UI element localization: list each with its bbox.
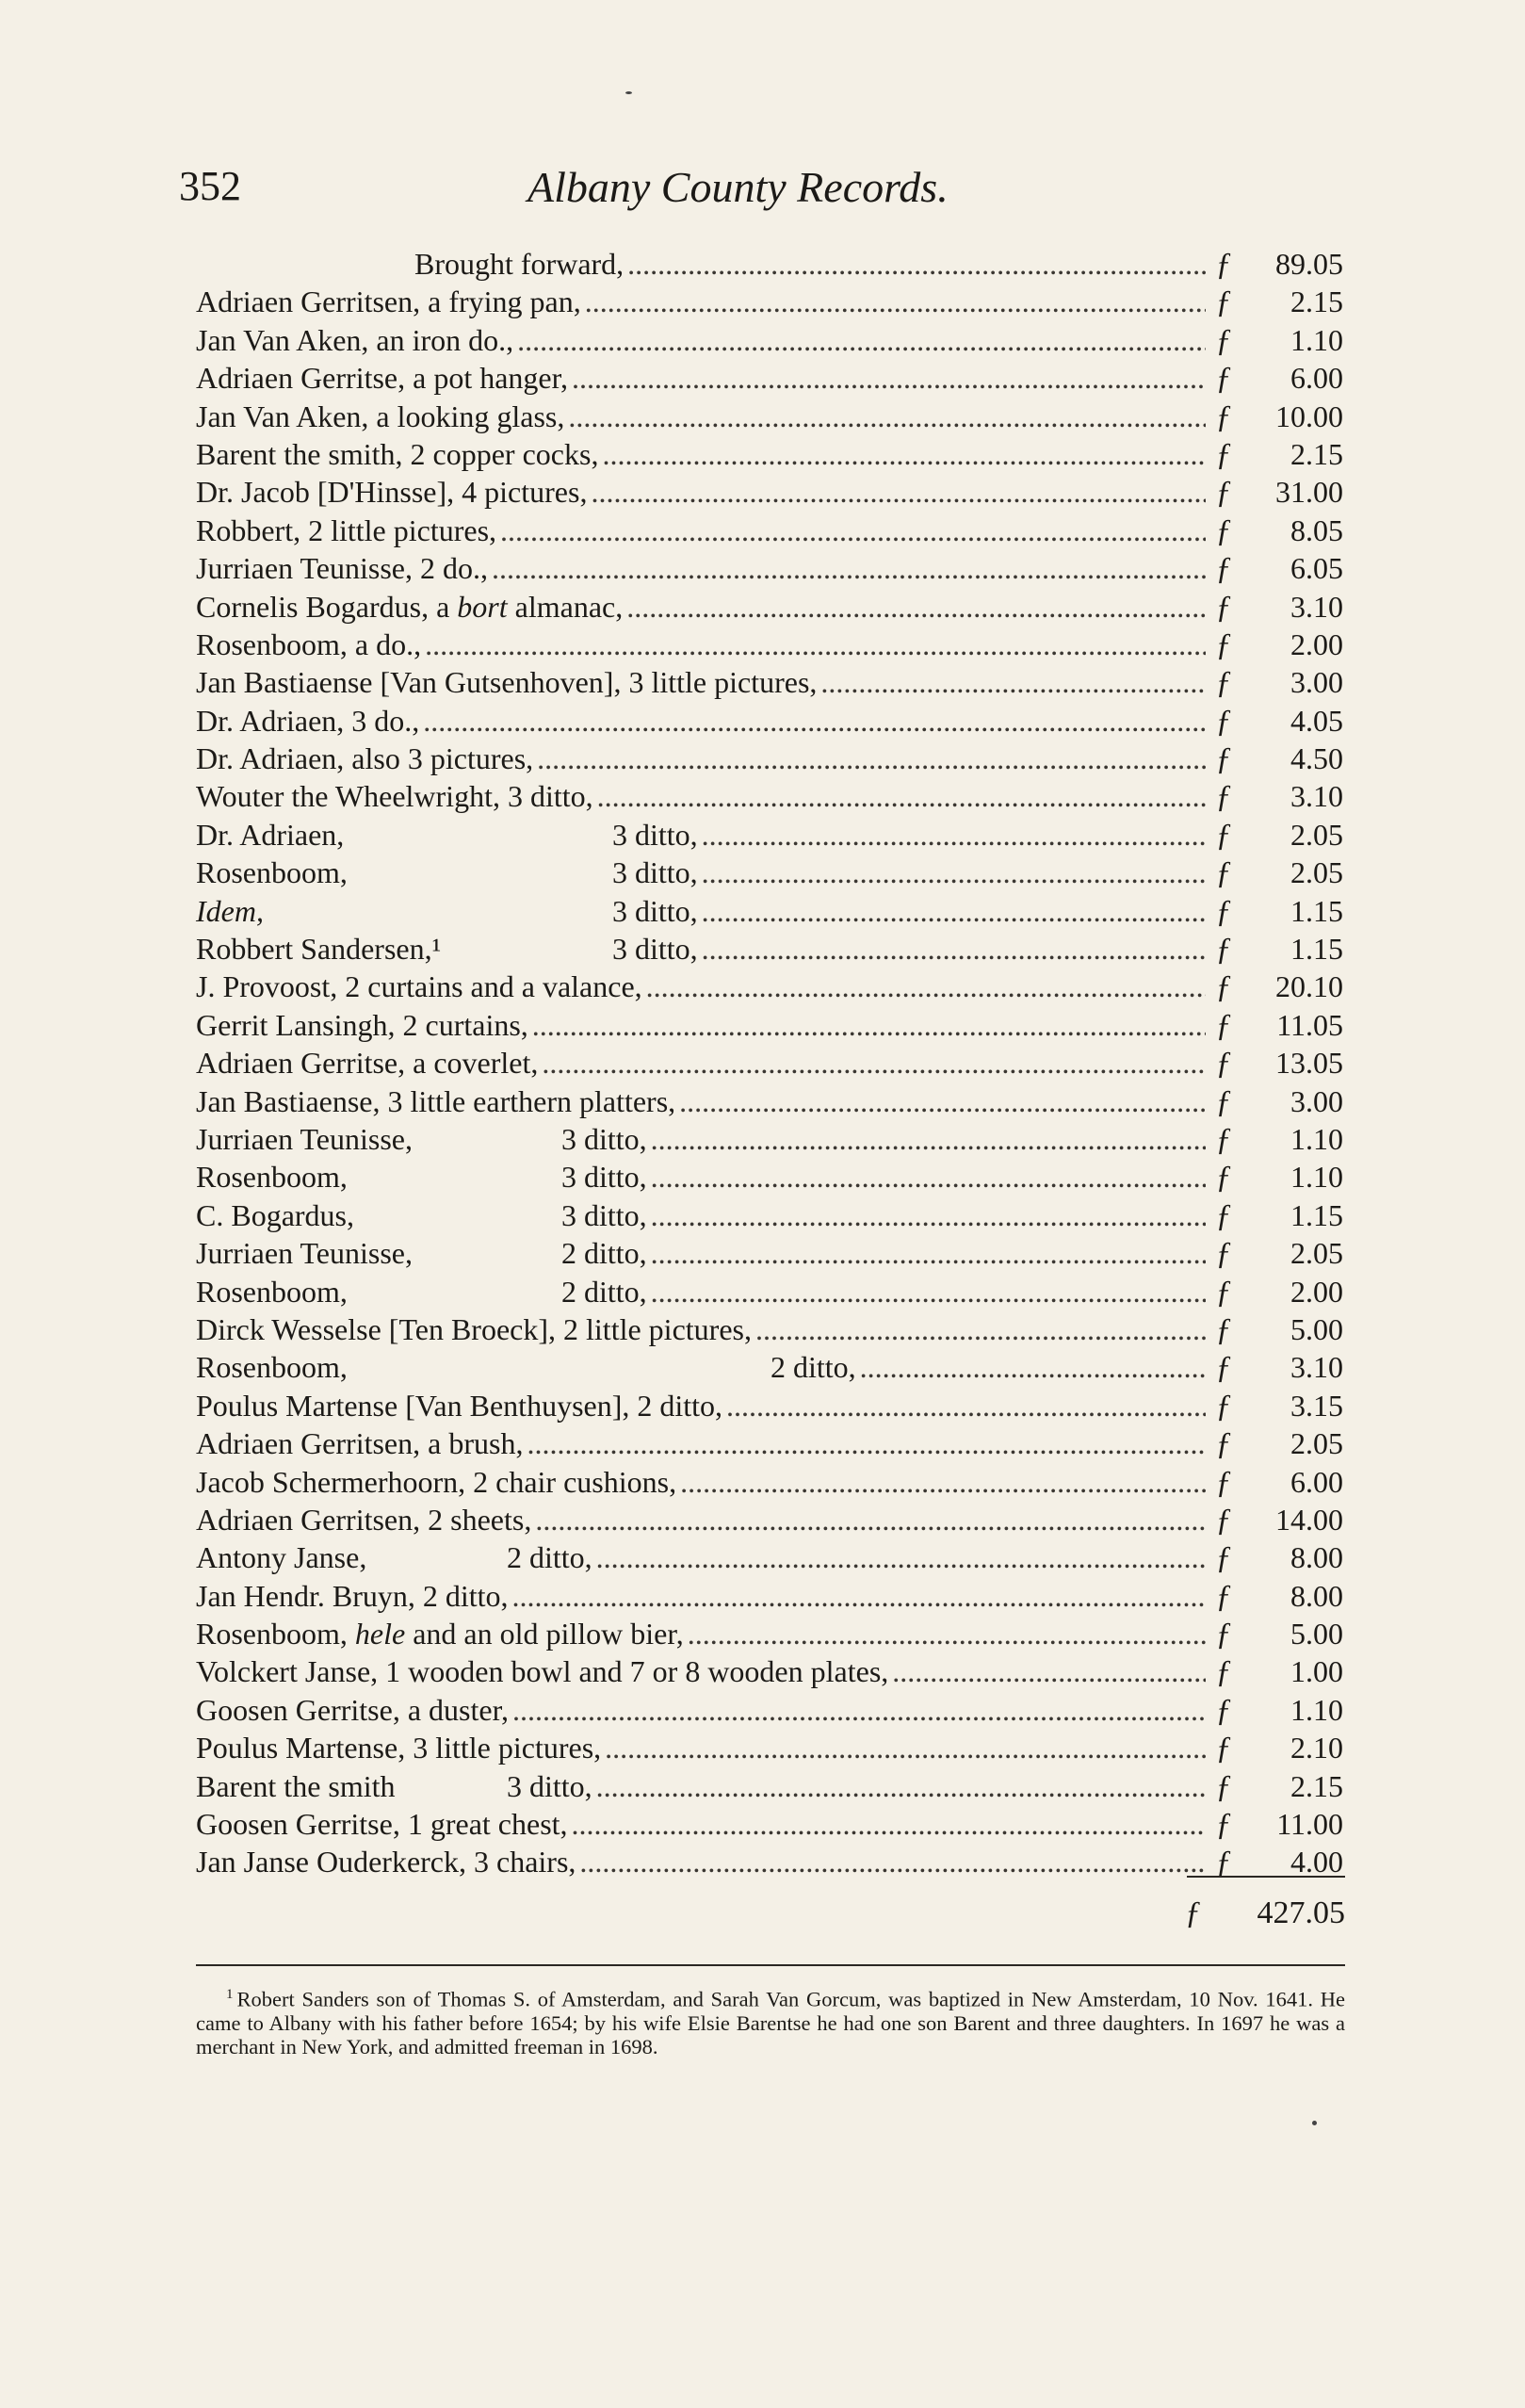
entry-row [196,323,1343,361]
entry-description [196,1122,647,1157]
entry-row [196,285,1343,322]
currency-symbol: ƒ [1215,1540,1232,1576]
entry-row [196,1160,1343,1197]
dot-leader [651,1198,1206,1233]
dot-leader [679,1084,1206,1119]
entry-description [196,1198,647,1233]
entry-amount: 2.00 [1290,1274,1343,1309]
currency-symbol: ƒ [1215,322,1232,358]
footnote-text: Robert Sanders son of Thomas S. of Amsterdam, and Sarah Van Gorcum, was baptized in New Amsterdam, 10 Nov. 1641. He came to Albany with his father before 1654; by his wife Elsie Barentse he had one son Barent and three daughters. In 1697 he was a merchant in New York, and admitted freeman in 1698. [196,1987,1345,2058]
entry-row [196,1008,1343,1046]
entry-row [196,665,1343,703]
entry-label: Jan Janse Ouderkerck, 3 chairs, [196,1845,576,1879]
dot-leader [585,285,1206,319]
entry-row [196,361,1343,399]
entry-label: Adriaen Gerritsen, a brush, [196,1426,524,1461]
entry-label: Rosenboom, a do., [196,626,422,661]
entry-amount: 2.05 [1290,1236,1343,1271]
dot-leader [425,627,1206,662]
currency-symbol: ƒ [1215,1768,1232,1804]
dot-leader [517,323,1206,358]
currency-symbol: ƒ [1215,1464,1232,1500]
entry-row [196,1236,1343,1274]
entry-amount: 1.10 [1290,1692,1343,1727]
entry-row [196,627,1343,665]
entry-row [196,1389,1343,1426]
entry-label: Volckert Janse, 1 wooden bowl and 7 or 8 wooden plates, [196,1654,889,1689]
entry-label: Jurriaen Teunisse, [196,1121,413,1156]
dot-leader [423,704,1206,739]
paper-speck [625,91,632,94]
dot-leader [527,1426,1206,1461]
entry-row [196,855,1343,893]
currency-symbol: ƒ [1215,1502,1232,1538]
dot-leader [688,1617,1206,1651]
entry-label: Adriaen Gerritsen, a frying pan, [196,285,581,319]
entry-row [196,590,1343,627]
currency-symbol: ƒ [1215,626,1232,662]
entry-row [196,1617,1343,1654]
entry-label: Jan Van Aken, an iron do., [196,322,514,357]
entry-label: Poulus Martense [Van Benthuysen], 2 ditto, [196,1388,723,1423]
currency-symbol: ƒ [1215,817,1232,853]
entry-label: Gerrit Lansingh, 2 curtains, [196,1007,528,1042]
entry-label: Adriaen Gerritse, a coverlet, [196,1046,539,1081]
entry-quantity: 2 ditto, [561,1236,647,1271]
entry-description [196,1312,752,1347]
footnote-rule [196,1964,1345,1966]
entry-label: Goosen Gerritse, a duster, [196,1692,509,1727]
currency-symbol: ƒ [1215,932,1232,968]
entry-label: Antony Janse, [196,1540,367,1575]
entry-row [196,1503,1343,1540]
entry-description [196,1084,675,1119]
entry-label: J. Provoost, 2 curtains and a valance, [196,969,642,1004]
entry-description [196,1540,592,1575]
dot-leader [535,1503,1206,1538]
entry-description [196,1426,523,1461]
currency-symbol: ƒ [1215,1350,1232,1386]
entry-label: Dr. Jacob [D'Hinsse], 4 pictures, [196,475,588,510]
entry-amount: 11.05 [1276,1007,1343,1042]
entry-amount: 2.05 [1290,855,1343,890]
currency-symbol: ƒ [1215,703,1232,739]
entry-label: Robbert, 2 little pictures, [196,513,497,547]
dot-leader [680,1465,1206,1500]
entry-amount: 1.15 [1290,893,1343,928]
entry-label: Robbert Sandersen,¹ [196,932,442,967]
entry-label: Adriaen Gerritsen, 2 sheets, [196,1502,532,1537]
entry-amount: 2.10 [1290,1731,1343,1765]
currency-symbol: ƒ [1215,361,1232,397]
entry-quantity: 2 ditto, [507,1540,592,1575]
inventory-list [196,247,1343,1883]
currency-symbol: ƒ [1215,1311,1232,1347]
entry-amount: 3.10 [1290,1350,1343,1385]
dot-leader [702,818,1206,853]
entry-row [196,437,1343,475]
dot-leader [626,590,1206,625]
entry-amount: 8.00 [1290,1540,1343,1575]
entry-amount: 1.00 [1290,1654,1343,1689]
entry-label: Rosenboom, [196,1274,348,1309]
entry-amount: 3.00 [1290,665,1343,700]
currency-symbol: ƒ [1185,1895,1201,1930]
entry-label: Cornelis Bogardus, a bort almanac, [196,589,624,624]
entry-label: Jurriaen Teunisse, [196,1236,413,1271]
dot-leader [512,1579,1206,1614]
entry-description [196,779,593,814]
entry-amount: 13.05 [1275,1046,1343,1081]
running-title: Albany County Records. [527,163,949,211]
entry-description [196,894,698,929]
dot-leader [646,969,1206,1004]
dot-leader [755,1312,1206,1347]
entry-amount: 8.00 [1290,1578,1343,1613]
entry-description [196,1579,509,1614]
dot-leader [820,665,1206,700]
entry-amount: 5.00 [1290,1617,1343,1651]
entry-label: Poulus Martense, 3 little pictures, [196,1731,602,1765]
entry-label: Barent the smith [196,1768,396,1803]
dot-leader [627,247,1206,282]
currency-symbol: ƒ [1215,1121,1232,1157]
currency-symbol: ƒ [1215,1426,1232,1462]
total-row [1185,1895,1345,1931]
entry-quantity: 3 ditto, [561,1197,647,1232]
entry-row [196,818,1343,855]
entry-amount: 89.05 [1275,247,1343,281]
entry-description [196,513,496,548]
currency-symbol: ƒ [1215,1807,1232,1843]
currency-symbol: ƒ [1215,1046,1232,1082]
entry-description [196,475,587,510]
dot-leader [605,1731,1206,1765]
entry-description [196,1617,684,1651]
entry-description [196,1731,601,1765]
entry-row [196,894,1343,932]
entry-label: Jan Bastiaense [Van Gutsenhoven], 3 little pictures, [196,665,818,700]
entry-label: Adriaen Gerritse, a pot hanger, [196,361,568,396]
entry-row [196,399,1343,437]
entry-label: Rosenboom, hele and an old pillow bier, [196,1617,684,1651]
entry-amount: 31.00 [1275,475,1343,510]
entry-description [196,1503,531,1538]
entry-amount: 1.15 [1290,932,1343,967]
entry-amount: 2.15 [1290,285,1343,319]
entry-row [196,1312,1343,1350]
entry-description [196,1769,592,1804]
entry-amount: 14.00 [1275,1502,1343,1537]
entry-amount: 1.15 [1290,1197,1343,1232]
entry-quantity: 3 ditto, [507,1768,592,1803]
entry-amount: 3.00 [1290,1083,1343,1118]
entry-description [196,437,598,472]
currency-symbol: ƒ [1215,1845,1232,1880]
currency-symbol: ƒ [1215,285,1232,320]
entry-description [196,1693,509,1728]
entry-row [196,1350,1343,1388]
entry-amount: 11.00 [1276,1807,1343,1842]
entry-label: Dr. Adriaen, 3 do., [196,703,420,738]
entry-amount: 1.10 [1290,322,1343,357]
dot-leader [596,1540,1206,1575]
entry-description [196,1807,568,1842]
entry-amount: 8.05 [1290,513,1343,547]
dot-leader [568,399,1206,434]
entry-description [196,1275,647,1310]
entry-description [196,627,421,662]
entry-description [196,247,624,282]
entry-amount: 10.00 [1275,399,1343,433]
entry-amount: 1.10 [1290,1160,1343,1195]
dot-leader [602,437,1206,472]
entry-amount: 6.00 [1290,361,1343,396]
entry-label: Jan Hendr. Bruyn, 2 ditto, [196,1578,509,1613]
entry-row [196,1769,1343,1807]
entry-amount: 3.15 [1290,1388,1343,1423]
entry-quantity: 3 ditto, [612,817,698,852]
entry-amount: 2.05 [1290,1426,1343,1461]
entry-label: Barent the smith, 2 copper cocks, [196,436,599,471]
entry-description [196,1845,576,1879]
currency-symbol: ƒ [1215,1692,1232,1728]
dot-leader [572,361,1206,396]
entry-quantity: 3 ditto, [612,855,698,890]
entry-row [196,1731,1343,1768]
dot-leader [542,1046,1206,1081]
entry-row [196,1046,1343,1083]
currency-symbol: ƒ [1215,969,1232,1005]
entry-quantity: 3 ditto, [612,893,698,928]
total-amount: 427.05 [1257,1895,1345,1930]
entry-amount: 20.10 [1275,969,1343,1004]
dot-leader [651,1275,1206,1310]
currency-symbol: ƒ [1215,1274,1232,1310]
dot-leader [537,741,1206,776]
entry-amount: 3.10 [1290,779,1343,814]
currency-symbol: ƒ [1215,551,1232,587]
entry-row [196,1275,1343,1312]
currency-symbol: ƒ [1215,1617,1232,1652]
entry-row [196,1084,1343,1122]
currency-symbol: ƒ [1215,779,1232,815]
currency-symbol: ƒ [1215,1160,1232,1196]
entry-description [196,361,568,396]
dot-leader [702,894,1206,929]
entry-label: Wouter the Wheelwright, 3 ditto, [196,779,593,814]
currency-symbol: ƒ [1215,665,1232,701]
italic-term: bort [457,589,508,624]
currency-symbol: ƒ [1215,855,1232,891]
entry-quantity: 3 ditto, [561,1121,647,1156]
entry-label: Goosen Gerritse, 1 great chest, [196,1807,568,1842]
page-number: 352 [179,163,241,209]
dot-leader [500,513,1206,548]
entry-row [196,1654,1343,1692]
entry-description [196,741,533,776]
entry-amount: 2.05 [1290,817,1343,852]
dot-leader [512,1693,1206,1728]
dot-leader [860,1350,1206,1385]
currency-symbol: ƒ [1215,436,1232,472]
entry-description [196,1160,647,1195]
entry-description [196,1465,676,1500]
entry-label: Jacob Schermerhoorn, 2 chair cushions, [196,1464,677,1499]
entry-description [196,1046,538,1081]
currency-symbol: ƒ [1215,1007,1232,1043]
entry-row [196,779,1343,817]
entry-row [196,1540,1343,1578]
entry-description [196,399,564,434]
entry-description [196,665,817,700]
entry-label: Dr. Adriaen, [196,817,345,852]
entry-quantity: 2 ditto, [561,1274,647,1309]
currency-symbol: ƒ [1215,475,1232,511]
entry-description [196,551,488,586]
entry-row [196,704,1343,741]
dot-leader [597,779,1206,814]
dot-leader [579,1845,1206,1879]
footnote-mark: 1 [226,1987,234,2002]
dot-leader [591,475,1206,510]
entry-label: Rosenboom, [196,1160,348,1195]
entry-label: Jurriaen Teunisse, 2 do., [196,551,488,586]
entry-amount: 3.10 [1290,589,1343,624]
entry-row [196,513,1343,551]
entry-quantity: 2 ditto, [771,1350,856,1385]
entry-row [196,741,1343,779]
entry-amount: 2.15 [1290,436,1343,471]
dot-leader [651,1236,1206,1271]
dot-leader [596,1769,1206,1804]
sum-rule [1187,1876,1345,1878]
dot-leader [651,1122,1206,1157]
dot-leader [702,855,1206,890]
entry-row [196,1693,1343,1731]
entry-row [196,1579,1343,1617]
dot-leader [532,1008,1206,1043]
entry-amount: 6.05 [1290,551,1343,586]
entry-row [196,1122,1343,1160]
entry-description [196,1350,856,1385]
currency-symbol: ƒ [1215,399,1232,434]
entry-label: Jan Bastiaense, 3 little earthern platters, [196,1083,676,1118]
entry-label: Idem, [196,893,264,928]
entry-amount: 1.10 [1290,1121,1343,1156]
entry-label: Jan Van Aken, a looking glass, [196,399,565,433]
entry-amount: 4.05 [1290,703,1343,738]
entry-amount: 2.00 [1290,626,1343,661]
currency-symbol: ƒ [1215,1731,1232,1766]
dot-leader [726,1389,1206,1424]
currency-symbol: ƒ [1215,589,1232,625]
entry-amount: 4.00 [1290,1845,1343,1879]
currency-symbol: ƒ [1215,1197,1232,1233]
currency-symbol: ƒ [1215,1654,1232,1690]
entry-label: Dr. Adriaen, also 3 pictures, [196,741,534,776]
entry-row [196,1426,1343,1464]
entry-row [196,969,1343,1007]
entry-description [196,1654,888,1689]
currency-symbol: ƒ [1215,1388,1232,1424]
entry-description [196,932,698,967]
dot-leader [651,1160,1206,1195]
footnote [196,1983,1345,2058]
dot-leader [702,932,1206,967]
entry-quantity: 3 ditto, [561,1160,647,1195]
currency-symbol: ƒ [1215,1236,1232,1272]
paper-speck [1312,2121,1317,2125]
page-header [179,162,1347,219]
entry-description [196,855,698,890]
entry-description [196,818,698,853]
entry-label: Rosenboom, [196,1350,348,1385]
entry-row [196,247,1343,285]
entry-row [196,1807,1343,1845]
entry-description [196,969,642,1004]
entry-description [196,590,623,625]
entry-description [196,1008,528,1043]
entry-label: Dirck Wesselse [Ten Broeck], 2 little pictures, [196,1311,752,1346]
entry-amount: 5.00 [1290,1311,1343,1346]
entry-row [196,551,1343,589]
currency-symbol: ƒ [1215,893,1232,929]
currency-symbol: ƒ [1215,1578,1232,1614]
currency-symbol: ƒ [1215,513,1232,548]
italic-term: hele [354,1617,406,1651]
entry-label: Brought forward, [414,247,625,281]
currency-symbol: ƒ [1215,1083,1232,1119]
entry-description [196,1236,647,1271]
dot-leader [892,1654,1206,1689]
entry-row [196,1845,1343,1882]
currency-symbol: ƒ [1215,247,1232,282]
entry-row [196,1198,1343,1236]
entry-label: C. Bogardus, [196,1197,354,1232]
entry-description [196,285,581,319]
dot-leader [572,1807,1206,1842]
entry-row [196,1465,1343,1503]
entry-quantity: 3 ditto, [612,932,698,967]
entry-row [196,932,1343,969]
entry-description [196,323,513,358]
entry-label: Rosenboom, [196,855,348,890]
entry-description [196,1389,722,1424]
entry-row [196,475,1343,513]
currency-symbol: ƒ [1215,741,1232,777]
entry-amount: 4.50 [1290,741,1343,776]
dot-leader [492,551,1206,586]
entry-amount: 6.00 [1290,1464,1343,1499]
entry-description [196,704,419,739]
entry-amount: 2.15 [1290,1768,1343,1803]
